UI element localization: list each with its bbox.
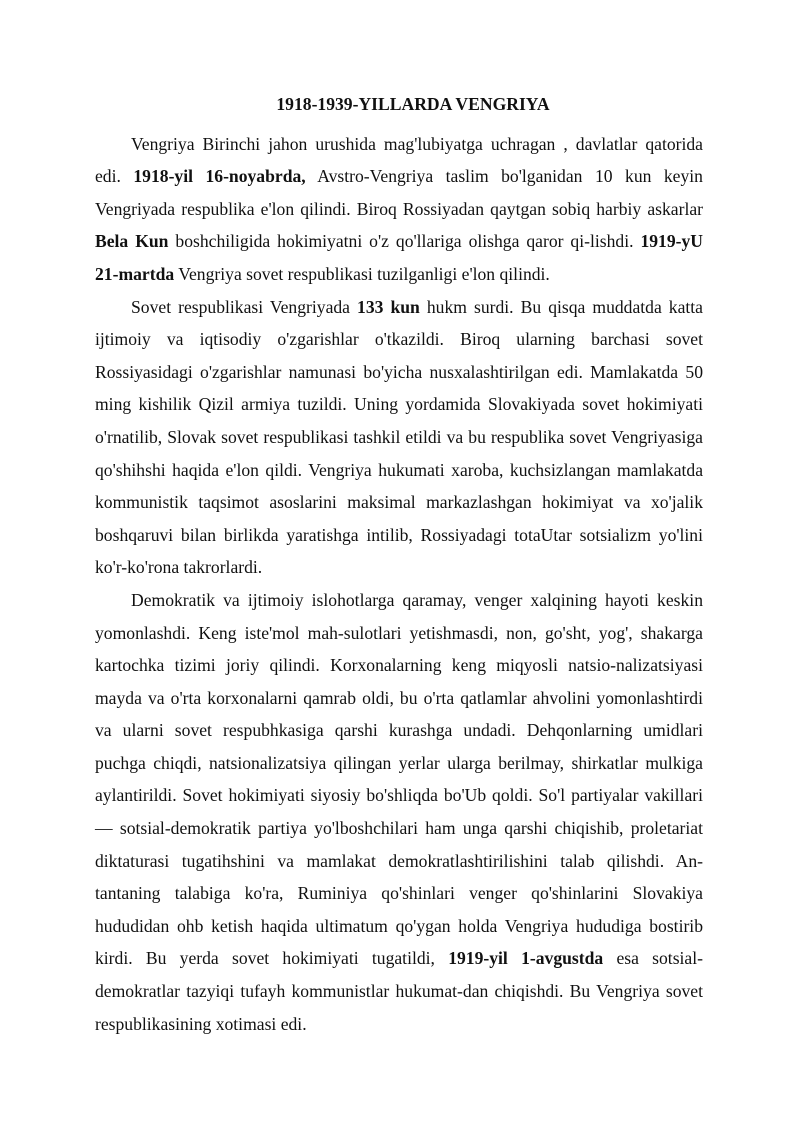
paragraph-text: Avstro-Vengriya taslim bo'lganidan 10 kun keyin Vengriyada respublika e'lon qilindi. Biroq Rossiyadan qaytgan sobiq harbiy askarlar [95,166,703,219]
paragraph-3 [95,584,703,1040]
date-highlight: 1919-yil 1-avgustda [448,948,604,969]
paragraph-text: Sovet respublikasi Vengriyada [131,296,358,317]
paragraph-text: hukm surdi. Bu qisqa muddatda katta ijtimoiy va iqtisodiy o'zgarishlar o'tkazildi. Biroq ularning barchasi sovet Rossiyasidagi o'zgarishlar namunasi bo'yicha nusxalashtirilgan edi. Mamlakatda 50 ming kishilik Qizil armiya tuzildi. Uning yordamida Slovakiyada sovet hokimiyati o'rnatilib, Slovak sovet respublikasi tashkil etildi va bu respublika sovet Vengriyasiga qo'shihshi haqida e'lon qildi. Vengriya hukumati xaroba, kuchsizlangan mamlakatda kommunistik taqsimot asoslarini maksimal markazlashgan hokimiyat va xo'jalik boshqaruvi bilan birlikda yaratishga intilib, Rossiyadagi totaUtar sotsializm yo'lini ko'r-ko'rona takrorlardi. [95,296,703,578]
document-page [95,88,703,1040]
date-highlight: 1918-yil 16-noyabrda, [133,166,306,187]
paragraph-1 [95,128,703,291]
paragraph-text: Demokratik va ijtimoiy islohotlarga qaramay, venger xalqining hayoti keskin yomonlashdi. Keng iste'mol mah-sulotlari yetishmasdi, non, go'sht, yog', shakarga kartochka tizimi joriy qilindi. Korxonalarning keng miqyosli natsio-nalizatsiyasi mayda va o'rta korxonalarni qamrab oldi, bu o'rta qatlamlar ahvolini yomonlashtirdi va ularni sovet respubhkasiga qarshi kurashga undadi. Dehqonlarning umidlari puchga chiqdi, natsionalizatsiya qilingan yerlar ularga berilmay, shirkatlar mulkiga aylantirildi. Sovet hokimiyati siyosiy bo'shliqda bo'Ub qoldi. So'l partiyalar vakillari — sotsial-demokratik partiya yo'lboshchilari ham unga qarshi chiqishib, proletariat diktaturasi tugatihshini va mamlakat demokratlashtirilishini talab qilishdi. An-tantaning talabiga ko'ra, Ruminiya qo'shinlari venger qo'shinlarini Slovakiya hududidan ohb ketish haqida ultimatum qo'ygan holda Vengriya hududiga bostirib kirdi. Bu yerda sovet hokimiyati tugatildi, [95,589,703,969]
document-title: 1918-1939-YILLARDA VENGRIYA [276,94,550,114]
duration-highlight: 133 kun [357,296,420,317]
paragraph-text: boshchiligida hokimiyatni o'z qo'llariga olishga qaror qi-lishdi. [168,231,641,252]
paragraph-text: Vengriya sovet respublikasi tuzilganligi e'lon qilindi. [174,263,550,284]
paragraph-text: Vengriya Birinchi jahon urushida mag'lubiyatga uchragan , davlatlar qatorida edi. [95,133,703,187]
date-highlight: 1919-yU 21-martda [95,231,703,284]
name-highlight: Bela Kun [95,231,169,252]
paragraph-text: esa sotsial-demokratlar tazyiqi tufayh kommunistlar hukumat-dan chiqishdi. Bu Vengriya sovet respublikasining xotimasi edi. [95,948,703,1034]
paragraph-2 [95,291,703,584]
